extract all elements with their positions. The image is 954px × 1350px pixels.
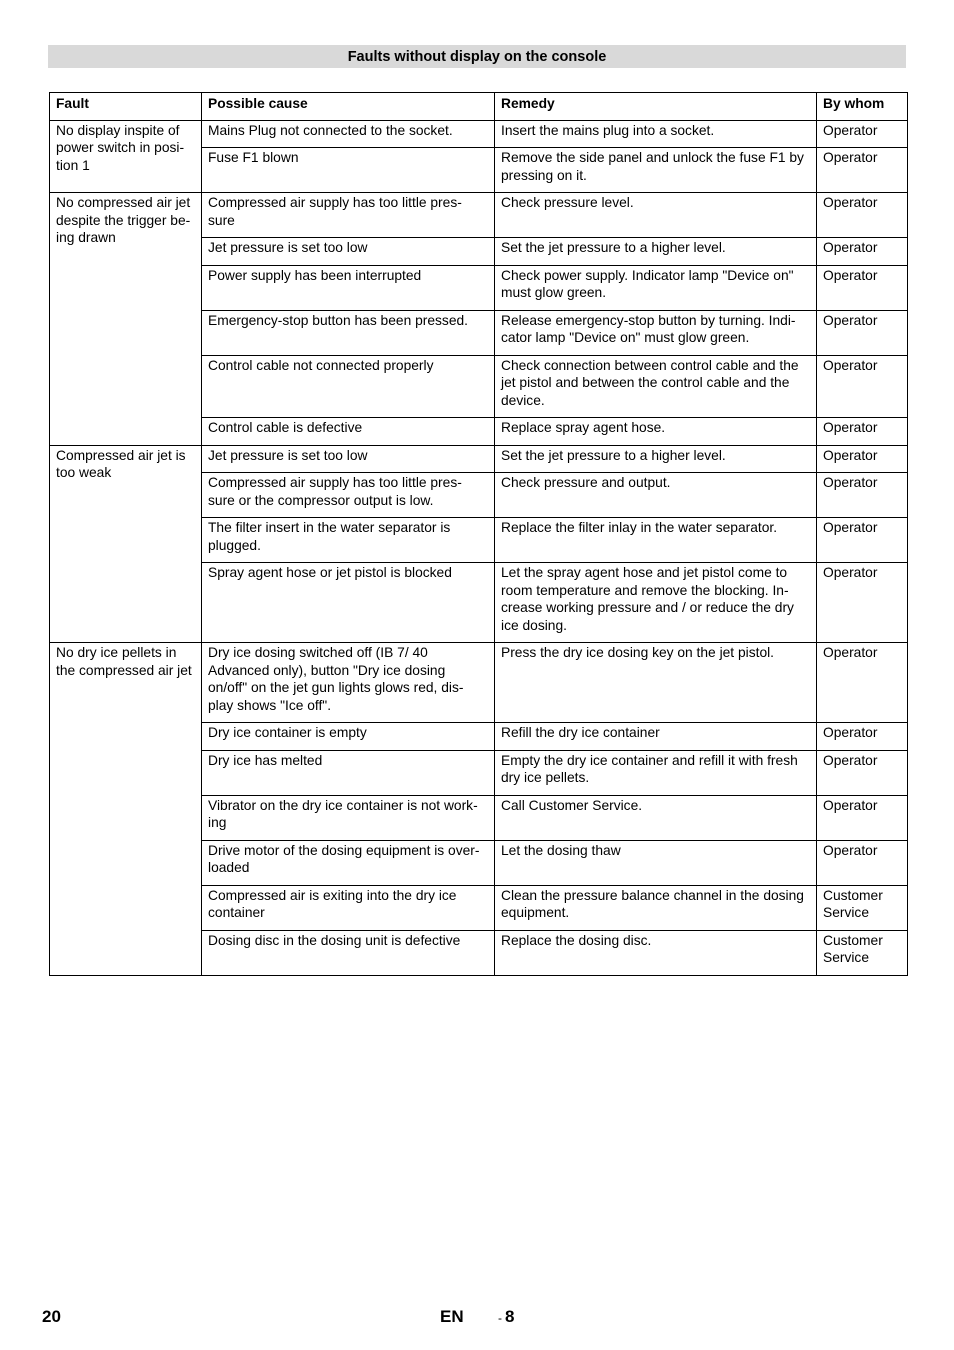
language-code: EN	[440, 1307, 464, 1326]
header-remedy: Remedy	[495, 93, 817, 121]
table-row	[50, 643, 908, 723]
by-whom-cell: Operator	[817, 355, 908, 418]
remedy-cell: Clean the pressure balance channel in the dosing equipment.	[495, 885, 817, 930]
sub-page-number	[498, 1307, 514, 1327]
remedy-cell: Check power supply. Indicator lamp "Device on" must glow green.	[495, 265, 817, 310]
faults-table	[49, 92, 908, 976]
page-number: 20	[42, 1307, 61, 1326]
cause-cell: Dry ice container is empty	[202, 723, 495, 751]
remedy-cell: Set the jet pressure to a higher level.	[495, 445, 817, 473]
fault-cell: Compressed air jet is too weak	[50, 445, 202, 643]
remedy-cell: Refill the dry ice container	[495, 723, 817, 751]
remedy-cell: Check pressure and output.	[495, 473, 817, 518]
by-whom-cell: Operator	[817, 518, 908, 563]
by-whom-cell: Operator	[817, 795, 908, 840]
remedy-cell: Set the jet pressure to a higher level.	[495, 238, 817, 266]
cause-cell: Dry ice dosing switched off (IB 7/ 40 Advanced only), button "Dry ice dosing on/off" on the jet gun lights glows red, dis-play shows "Ice off".	[202, 643, 495, 723]
remedy-cell: Let the dosing thaw	[495, 840, 817, 885]
cause-cell: Jet pressure is set too low	[202, 445, 495, 473]
remedy-cell: Press the dry ice dosing key on the jet pistol.	[495, 643, 817, 723]
table-header-row	[50, 93, 908, 121]
fault-cell: No display inspite of power switch in posi-tion 1	[50, 120, 202, 193]
remedy-cell: Insert the mains plug into a socket.	[495, 120, 817, 148]
cause-cell: Compressed air supply has too little pres-sure	[202, 193, 495, 238]
cause-cell: Control cable is defective	[202, 418, 495, 446]
fault-cell: No dry ice pellets in the compressed air jet	[50, 643, 202, 976]
cause-cell: Fuse F1 blown	[202, 148, 495, 193]
cause-cell: Compressed air is exiting into the dry ice container	[202, 885, 495, 930]
by-whom-cell: Operator	[817, 840, 908, 885]
section-title: Faults without display on the console	[48, 45, 906, 68]
header-fault: Fault	[50, 93, 202, 121]
table-row	[50, 193, 908, 238]
cause-cell: Mains Plug not connected to the socket.	[202, 120, 495, 148]
by-whom-cell: Operator	[817, 473, 908, 518]
remedy-cell: Check connection between control cable and the jet pistol and between the control cable and the device.	[495, 355, 817, 418]
remedy-cell: Replace the dosing disc.	[495, 930, 817, 975]
cause-cell: Dosing disc in the dosing unit is defective	[202, 930, 495, 975]
remedy-cell: Replace spray agent hose.	[495, 418, 817, 446]
remedy-cell: Replace the filter inlay in the water separator.	[495, 518, 817, 563]
by-whom-cell: Operator	[817, 238, 908, 266]
by-whom-cell: Operator	[817, 418, 908, 446]
remedy-cell: Empty the dry ice container and refill it with fresh dry ice pellets.	[495, 750, 817, 795]
sub-page-value: 8	[505, 1307, 515, 1326]
by-whom-cell: Operator	[817, 148, 908, 193]
by-whom-cell: Operator	[817, 193, 908, 238]
remedy-cell: Let the spray agent hose and jet pistol come to room temperature and remove the blocking. In-crease working pressure and / or reduce the dry ice dosing.	[495, 563, 817, 643]
sub-page-dash: -	[498, 1311, 502, 1325]
remedy-cell: Release emergency-stop button by turning. Indi-cator lamp "Device on" must glow green.	[495, 310, 817, 355]
table-row	[50, 445, 908, 473]
by-whom-cell: Customer Service	[817, 930, 908, 975]
remedy-cell: Check pressure level.	[495, 193, 817, 238]
cause-cell: Vibrator on the dry ice container is not work-ing	[202, 795, 495, 840]
cause-cell: Compressed air supply has too little pres-sure or the compressor output is low.	[202, 473, 495, 518]
by-whom-cell: Operator	[817, 265, 908, 310]
by-whom-cell: Operator	[817, 310, 908, 355]
by-whom-cell: Operator	[817, 445, 908, 473]
cause-cell: Control cable not connected properly	[202, 355, 495, 418]
cause-cell: Dry ice has melted	[202, 750, 495, 795]
header-by-whom: By whom	[817, 93, 908, 121]
header-possible-cause: Possible cause	[202, 93, 495, 121]
by-whom-cell: Operator	[817, 643, 908, 723]
by-whom-cell: Customer Service	[817, 885, 908, 930]
remedy-cell: Call Customer Service.	[495, 795, 817, 840]
cause-cell: Drive motor of the dosing equipment is over-loaded	[202, 840, 495, 885]
table-row	[50, 120, 908, 148]
by-whom-cell: Operator	[817, 723, 908, 751]
cause-cell: Spray agent hose or jet pistol is blocked	[202, 563, 495, 643]
by-whom-cell: Operator	[817, 563, 908, 643]
fault-cell: No compressed air jet despite the trigger be-ing drawn	[50, 193, 202, 446]
remedy-cell: Remove the side panel and unlock the fuse F1 by pressing on it.	[495, 148, 817, 193]
by-whom-cell: Operator	[817, 120, 908, 148]
cause-cell: Emergency-stop button has been pressed.	[202, 310, 495, 355]
cause-cell: Jet pressure is set too low	[202, 238, 495, 266]
cause-cell: The filter insert in the water separator is plugged.	[202, 518, 495, 563]
cause-cell: Power supply has been interrupted	[202, 265, 495, 310]
by-whom-cell: Operator	[817, 750, 908, 795]
